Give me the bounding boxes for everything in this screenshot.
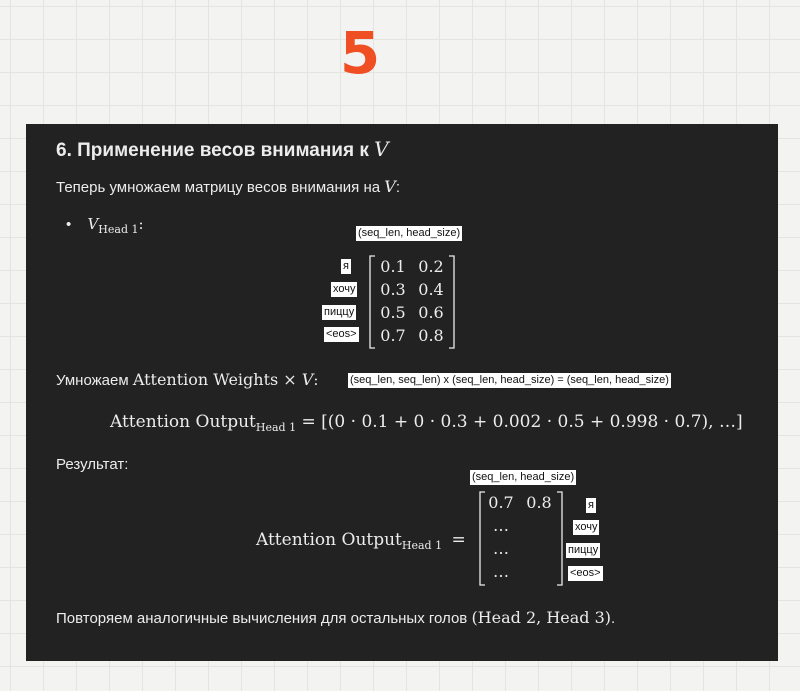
result-shape-label: (seq_len, head_size) xyxy=(472,471,575,483)
multiply-text: Умножаем xyxy=(56,372,133,389)
v-cell-1-0: 0.3 xyxy=(380,280,406,299)
result-cell-0-1: 0.8 xyxy=(526,493,552,512)
intro-text-main: Теперь умножаем матрицу весов внимания на xyxy=(56,179,385,196)
result-cell-0-0: 0.7 xyxy=(488,493,514,512)
bullet-var: V xyxy=(87,215,99,233)
v-cell-3-0: 0.7 xyxy=(380,326,406,345)
bullet-suffix: : xyxy=(138,215,144,233)
bullet-item xyxy=(66,212,144,242)
v-cell-1-1: 0.4 xyxy=(418,280,444,299)
intro-var: V xyxy=(384,177,396,196)
section-title-var: V xyxy=(374,137,389,161)
v-matrix-shape-label: (seq_len, head_size) xyxy=(358,227,461,239)
intro-text xyxy=(56,176,400,199)
bullet-subscript: Head 1 xyxy=(98,223,139,236)
intro-suffix: : xyxy=(395,179,400,196)
equation-lhs: Attention Output xyxy=(110,412,256,432)
v-row-label-2: пиццу xyxy=(324,306,355,318)
bullet-symbol: • xyxy=(66,216,72,233)
footer-math: (Head 2, Head 3) xyxy=(471,608,612,627)
result-row-label-1: хочу xyxy=(575,521,598,533)
equation-lhs-sub: Head 1 xyxy=(255,421,297,434)
result-lhs-sub: Head 1 xyxy=(401,539,443,552)
page-number: 5 xyxy=(339,19,381,87)
footer-text xyxy=(56,606,615,631)
v-cell-3-1: 0.8 xyxy=(418,326,444,345)
result-row-label-0: я xyxy=(588,499,594,511)
result-row-label-2: пиццу xyxy=(568,544,599,556)
result-label: Результат: xyxy=(56,456,129,473)
result-cell-1-0: … xyxy=(493,516,509,535)
equation-rhs: = [(0 · 0.1 + 0 · 0.3 + 0.002 · 0.5 + 0.998 · 0.7), …] xyxy=(296,412,743,432)
v-row-label-1: хочу xyxy=(333,283,356,295)
content-panel xyxy=(26,124,778,661)
result-row-label-3: <eos> xyxy=(570,567,601,579)
multiply-line xyxy=(56,368,318,393)
result-lhs xyxy=(256,525,466,561)
attention-equation xyxy=(110,407,743,443)
result-cell-2-0: … xyxy=(493,539,509,558)
section-title-text: 6. Применение весов внимания к xyxy=(56,140,375,161)
multiply-shape-label: (seq_len, seq_len) x (seq_len, head_size) = (seq_len, head_size) xyxy=(350,374,669,386)
v-row-label-0: я xyxy=(343,260,349,272)
v-matrix xyxy=(368,255,456,349)
multiply-math: Attention Weights × xyxy=(132,370,302,389)
v-cell-2-1: 0.6 xyxy=(418,303,444,322)
result-eq-sign: = xyxy=(451,530,466,550)
v-cell-2-0: 0.5 xyxy=(380,303,406,322)
multiply-var: V xyxy=(301,370,314,389)
v-cell-0-1: 0.2 xyxy=(418,257,444,276)
footer-suffix: . xyxy=(611,610,616,627)
result-cell-3-0: … xyxy=(493,562,509,581)
result-matrix xyxy=(478,491,564,586)
result-lhs-text: Attention Output xyxy=(256,530,402,550)
v-row-label-3: <eos> xyxy=(326,328,357,340)
v-cell-0-0: 0.1 xyxy=(380,257,406,276)
multiply-suffix: : xyxy=(313,371,319,389)
footer-text-main: Повторяем аналогичные вычисления для остальных голов xyxy=(56,610,472,627)
section-title xyxy=(56,134,389,166)
